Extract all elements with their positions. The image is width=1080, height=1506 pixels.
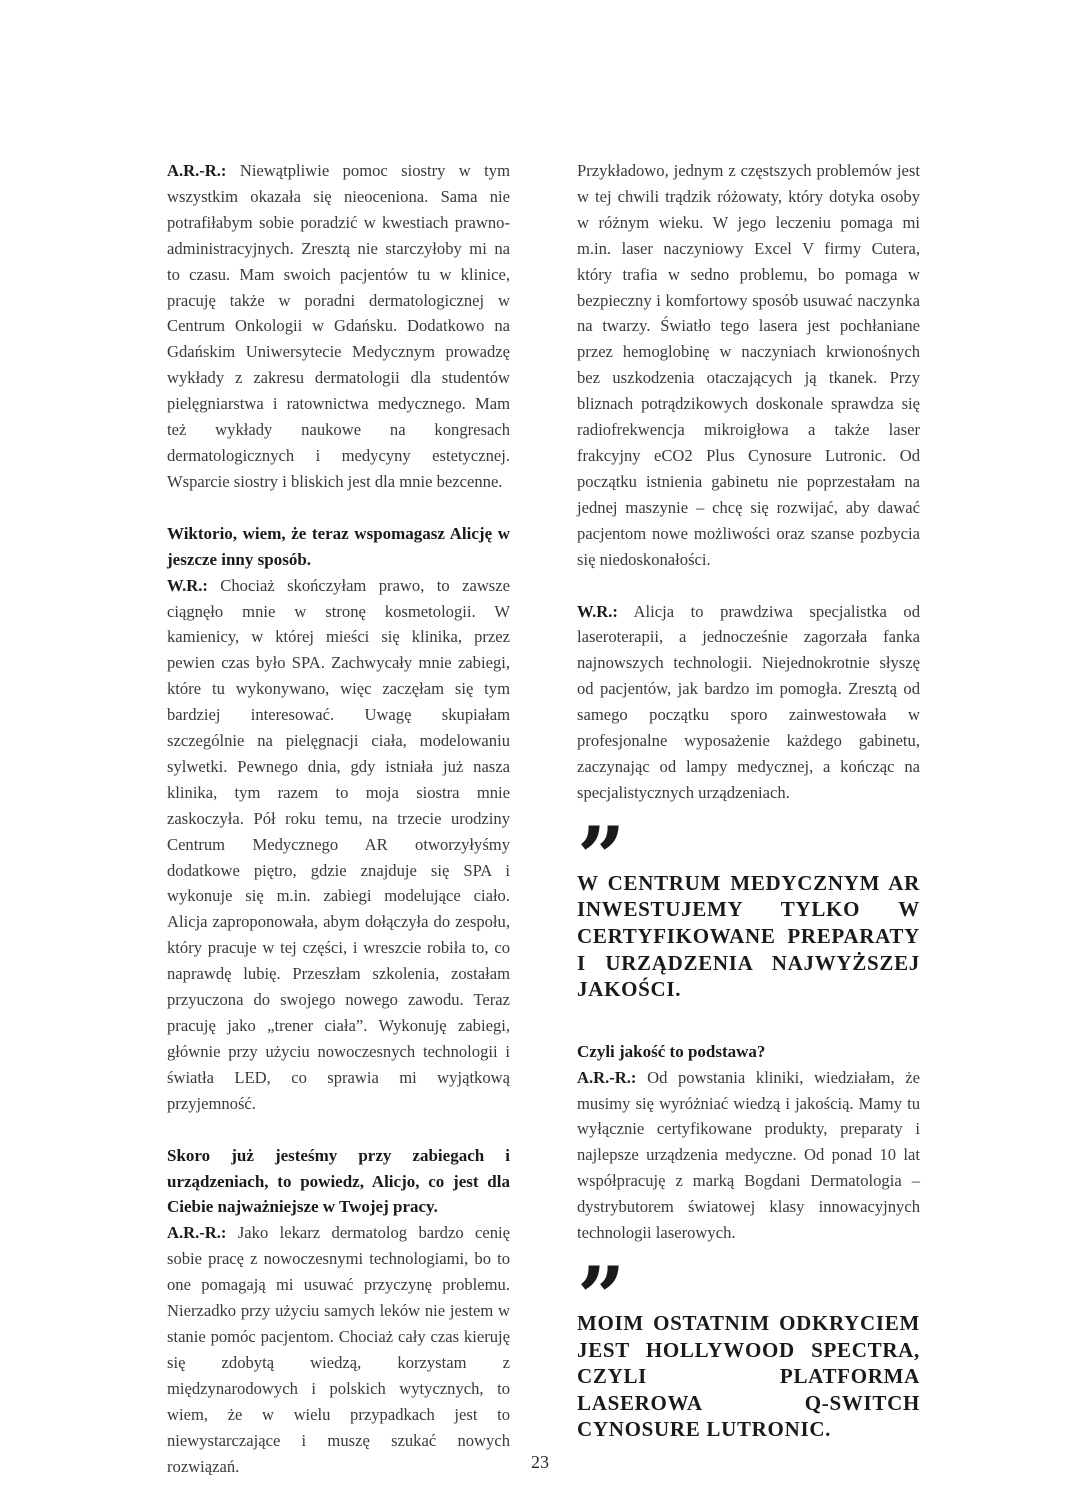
- paragraph-1: [167, 158, 510, 495]
- paragraph-5: [577, 599, 920, 806]
- interview-question: Wiktorio, wiem, że teraz wspomagasz Alicję w jeszcze inny sposób.: [167, 523, 510, 569]
- paragraph-3: [167, 1220, 510, 1479]
- left-column: [167, 158, 510, 1479]
- paragraph-text: Niewątpliwie pomoc siostry w tym wszystkim okazała się nieoceniona. Sama nie potrafiłabym sobie poradzić w kwestiach prawno-administracyjnych. Zresztą nie starczyłoby mi na to czasu. Mam swoich pacjentów tu w klinice, pracuję także w poradni dermatologicznej w Centrum Onkologii w Gdańsku. Dodatkowo na Gdańskim Uniwersytecie Medycznym prowadzę wykłady z zakresu dermatologii dla studentów pielęgniarstwa i ratownictwa medycznego. Mam też wykłady naukowe na kongresach dermatologicznych i medycyny estetycznej. Wsparcie siostry i bliskich jest dla mnie bezcenne.: [167, 161, 510, 491]
- paragraph-text: Od powstania kliniki, wiedziałam, że musimy się wyróżniać wiedzą i jakością. Mamy tu wyłącznie certyfikowane produkty, preparaty i najlepsze urządzenia medyczne. Od ponad 10 lat współpracuję z marką Bogdani Dermatologia – dystrybutorem światowej klasy innowacyjnych technologii laserowych.: [577, 1067, 920, 1243]
- interview-question: Skoro już jesteśmy przy zabiegach i urządzeniach, to powiedz, Alicjo, co jest dla Ciebie najważniejsze w Twojej pracy.: [167, 1145, 510, 1217]
- paragraph-text: Chociaż skończyłam prawo, to zawsze ciągnęło mnie w stronę kosmetologii. W kamienicy, w której mieści się klinika, przez pewien czas było SPA. Zachwycały mnie zabiegi, które tu wykonywano, więc zaczęłam się tym bardziej interesować. Uwagę skupiałam szczególnie na pielęgnacji ciała, modelowaniu sylwetki. Pewnego dnia, gdy istniała już nasza klinika, tym razem to moja siostra mnie zaskoczyła. Pół roku temu, na trzecie urodziny Centrum Medycznego AR otworzyłyśmy dodatkowe piętro, gdzie znajduje się SPA i wykonuje się m.in. zabiegi modelujące ciało. Alicja zaproponowała, abym dołączyła do zespołu, który pracuje w tej części, i wreszcie robiła to, co naprawdę lubię. Przeszłam szkolenia, zostałam przyuczona do swojego nowego zawodu. Teraz pracuję jako „trener ciała”. Wykonuję zabiegi, głównie przy użyciu nowoczesnych technologii i światła LED, co sprawia mi wyjątkową przyjemność.: [167, 575, 510, 1113]
- right-column: [577, 158, 920, 1443]
- paragraph-2: [167, 573, 510, 1117]
- speaker-label: A.R.-R.:: [167, 1223, 227, 1243]
- speaker-label: A.R.-R.:: [167, 161, 227, 180]
- speaker-label: A.R.-R.:: [577, 1067, 637, 1087]
- quote-mark-icon: ”: [577, 807, 622, 907]
- pull-quote: MOIM OSTATNIM ODKRYCIEM JEST HOLLYWOOD SPECTRA, CZYLI PLATFORMA LASEROWA Q-SWITCH CYNOSURE LUTRONIC.: [577, 1310, 920, 1442]
- page-number: 23: [531, 1452, 549, 1472]
- interview-question: Czyli jakość to podstawa?: [577, 1041, 766, 1061]
- paragraph-6: [577, 1065, 920, 1246]
- pull-quote: W CENTRUM MEDYCZNYM AR INWESTUJEMY TYLKO W CERTYFIKOWANE PREPARATY I URZĄDZENIA NAJWYŻSZEJ JAKOŚCI.: [577, 870, 920, 1002]
- paragraph-4: Przykładowo, jednym z częstszych problemów jest w tej chwili trądzik różowaty, który dotyka osoby w różnym wieku. W jego leczeniu pomaga mi m.in. laser naczyniowy Excel V firmy Cutera, który trafia w sedno problemu, bo pomaga w bezpieczny i komfortowy sposób usuwać naczynka na twarzy. Światło tego lasera jest pochłaniane przez hemoglobinę w naczyniach krwionośnych bez uszkodzenia otaczających ją tkanek. Przy bliznach potrądzikowych doskonale sprawdza się radiofrekwencja mikroigłowa a także laser frakcyjny eCO2 Plus Cynosure Lutronic. Od początku istnienia gabinetu nie poprzestałam na jednej maszynie – chcę się rozwijać, aby dawać pacjentom nowe możliwości oraz szanse pozbycia się niedoskonałości.: [577, 161, 920, 569]
- speaker-label: W.R.:: [577, 601, 618, 621]
- paragraph-text: Alicja to prawdziwa specjalistka od laseroterapii, a jednocześnie zagorzała fanka najnowszych technologii. Niejednokrotnie słyszę od pacjentów, jak bardzo im pomogła. Zresztą od samego początku sporo zainwestowała w profesjonalne wyposażenie każdego gabinetu, zaczynając od lampy medycznej, a kończąc na specjalistycznych urządzeniach.: [577, 601, 920, 802]
- paragraph-text: Jako lekarz dermatolog bardzo cenię sobie pracę z nowoczesnymi technologiami, bo to one pomagają mi usuwać przyczynę problemu. Nierzadko przy użyciu samych leków nie jestem w stanie pomóc pacjentom. Chociaż cały czas kieruję się zdobytą wiedzą, korzystam z międzynarodowych i polskich wytycznych, to wiem, że w wielu przypadkach jest to niewystarczające i muszę szukać nowych rozwiązań.: [167, 1223, 510, 1476]
- speaker-label: W.R.:: [167, 575, 208, 595]
- quote-mark-icon: ”: [577, 1247, 622, 1347]
